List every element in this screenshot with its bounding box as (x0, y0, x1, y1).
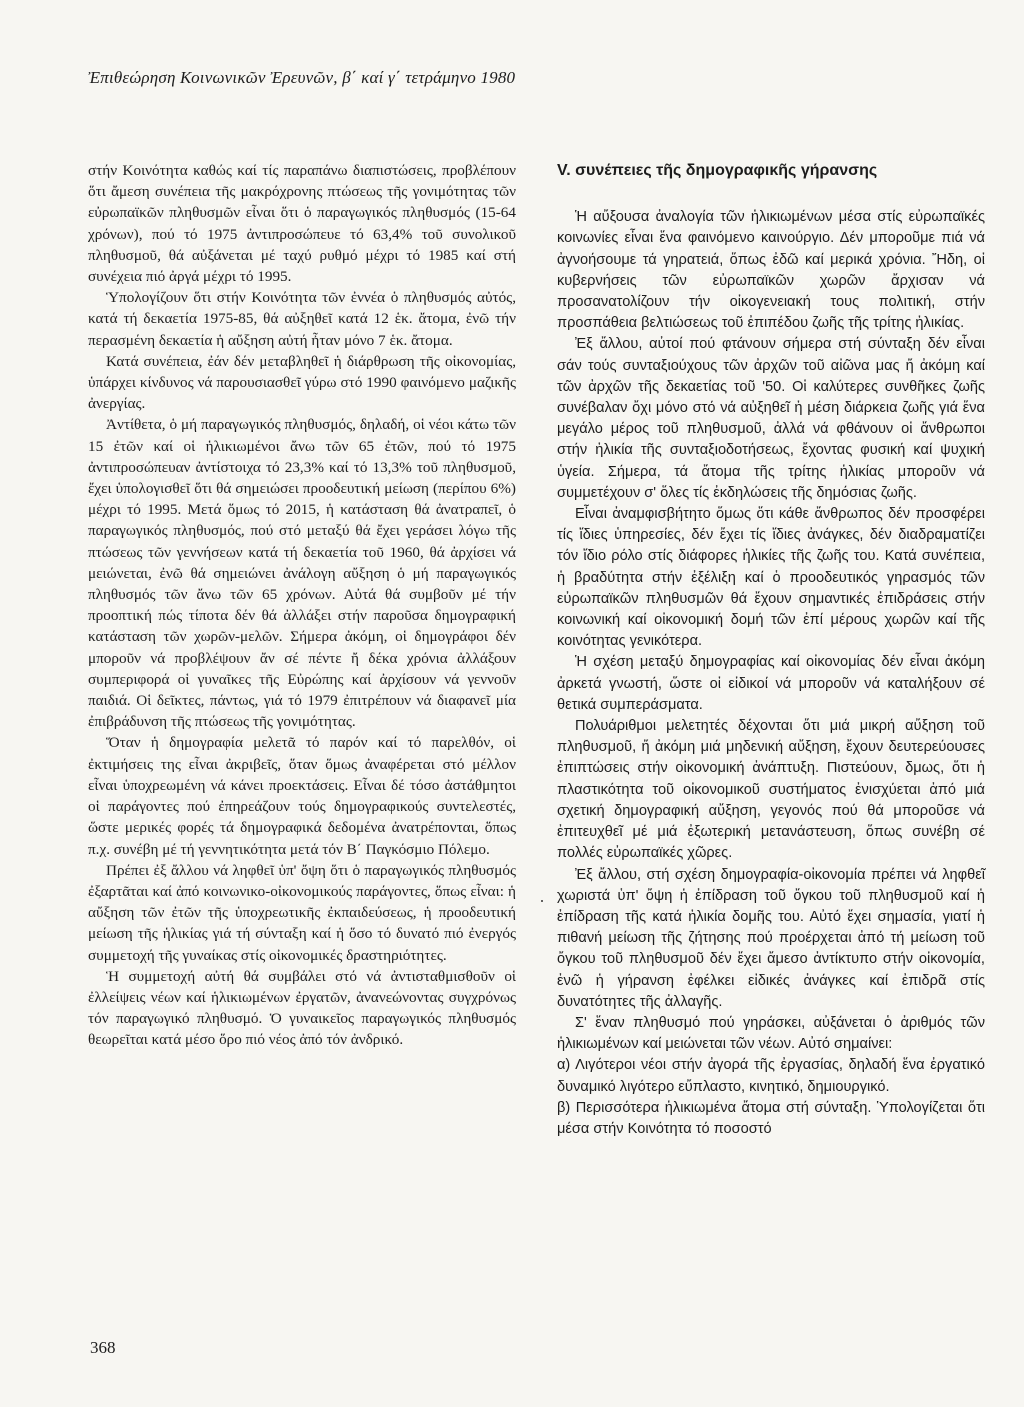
right-list-item-b: β) Περισσότερα ἡλικιωμένα ἄτομα στή σύνταξη. Ὑπολογίζεται ὅτι μέσα στήν Κοινότητα τό ποσοστό (557, 1099, 985, 1137)
right-paragraph-1: Ἡ αὔξουσα ἀναλογία τῶν ἡλικιωμένων μέσα στίς εὐρωπαϊκές κοινωνίες εἶναι ἕνα φαινόμενο καινούργιο. Δέν μποροῦμε πιά νά ἀγνοήσουμε τά γηρατειά, ὅπως ἐδῶ καί μερικά χρόνια. Ἤδη, οἱ κυβερνήσεις τῶν εὐρωπαϊκῶν χωρῶν ἄρχισαν νά προσανατολίζουν τήν οἰκογενειακή τους πολιτική, στήν προσπάθεια βελτιώσεως τοῦ ἐπιπέδου ζωῆς τῆς τρίτης ἡλικίας. (557, 209, 985, 332)
right-column (557, 160, 985, 1140)
left-paragraph-5: Ὅταν ἡ δημογραφία μελετᾶ τό παρόν καί τό παρελθόν, οἱ ἐκτιμήσεις της εἶναι ἀκριβεῖς, ὅταν ὅμως ἀναφέρεται στό μέλλον εἶναι ὑποχρεωμένη νά κάνει προεκτάσεις. Εἶναι δέ τόσο ἀστάθμητοι οἱ παράγοντες πού ἐπηρεάζουν τούς δημογραφικούς συντελεστές, ὥστε μερικές φορές τά δημογραφικά δεδομένα ἀνατρέπονται, ὅπως π.χ. συνέβη μέ τή γεννητικότητα μετά τόν Β΄ Παγκόσμιο Πόλεμο. (88, 734, 516, 858)
right-paragraph-2: Ἐξ ἄλλου, αὐτοί πού φτάνουν σήμερα στή σύνταξη δέν εἶναι σάν τούς συνταξιούχους τῶν ἀρχῶν τοῦ αἰῶνα μας ἤ ἀκόμη καί τῶν ἀρχῶν τῆς δεκαετίας τοῦ '50. Οἱ καλύτερες συνθῆκες ζωῆς συνέβαλαν ὄχι μόνο στό νά αὐξηθεῖ ἡ μέση διάρκεια ζωῆς γιά ἕνα μεγάλο μέρος τοῦ πληθυσμοῦ, ἀλλά νά φθάνουν οἱ ἄνθρωποι στήν ἡλικία τῆς συνταξιοδοτήσεως, ἔχοντας φυσική καί ψυχική ὑγεία. Σήμερα, τά ἄτομα τῆς τρίτης ἡλικίας μποροῦν νά συμμετέχουν σ' ὅλες τίς ἐκδηλώσεις τῆς δημόσιας ζωῆς. (557, 336, 985, 501)
right-paragraph-7: Σ' ἕναν πληθυσμό πού γηράσκει, αὐξάνεται ὁ ἀριθμός τῶν ἡλικιωμένων καί μειώνεται τῶν νέων. Αὐτό σημαίνει: (557, 1014, 985, 1053)
right-list-item-a: α) Λιγότεροι νέοι στήν ἀγορά τῆς ἐργασίας, δηλαδή ἕνα ἐργατικό δυναμικό λιγότερο εὔπλαστο, κινητικό, δημιουργικό. (557, 1057, 985, 1095)
running-header: Ἐπιθεώρηση Κοινωνικῶν Ἐρευνῶν, β΄ καί γ΄ τετράμηνο 1980 (88, 68, 516, 87)
left-paragraph-7: Ἡ συμμετοχή αὐτή θά συμβάλει στό νά ἀντισταθμισθοῦν οἱ ἐλλείψεις νέων καί ἡλικιωμένων ἐργατῶν, ἀνανεώνοντας συγχρόνως τόν παραγωγικό πληθυσμό. Ὁ γυναικεῖος παραγωγικός πληθυσμός θεωρεῖται κατά μέσο ὅρο πιό νέος ἀπό τόν ἀνδρικό. (88, 967, 516, 1049)
left-paragraph-6: Πρέπει ἐξ ἄλλου νά ληφθεῖ ὑπ' ὄψη ὅτι ὁ παραγωγικός πληθυσμός ἐξαρτᾶται καί ἀπό κοινωνικο-οἰκονομικούς παράγοντες, ὅπως εἶναι: ἡ αὔξηση τῶν ἐτῶν τῆς ὑποχρεωτικῆς ἐκπαιδεύσεως, ἡ προοδευτική μείωση τῆς ἡλικίας γιά τή σύνταξη καί ἡ ὅσο τό δυνατό πιό ἐνεργός συμμετοχή τῆς γυναίκας στίς οἰκονομικές δραστηριότητες. (88, 861, 516, 964)
left-paragraph-4: Ἀντίθετα, ὁ μή παραγωγικός πληθυσμός, δηλαδή, οἱ νέοι κάτω τῶν 15 ἐτῶν καί οἱ ἡλικιωμένοι ἄνω τῶν 65 ἐτῶν, πού τό 1975 ἀντιπροσώπευαν ἀντίστοιχα τό 23,3% καί τό 13,3% τοῦ πληθυσμοῦ, ἔχει ὑπολογισθεῖ ὅτι θά σημειώσει προοδευτική μείωση (περίπου 6%) μέχρι τό 1995. Μετά ὅμως τό 2015, ἡ κατάσταση θά ἀνατραπεῖ, ὁ παραγωγικός πληθυσμός, πού στό μεταξύ θά ἔχει γεράσει λόγω τῆς πτώσεως τῶν γεννήσεων κατά τή δεκαετία τοῦ 1960, θά ἀρχίσει νά μειώνεται, ἐνῶ θά σημειώνει ἀνάλογη αὔξηση ὁ μή παραγωγικός πληθυσμός τῶν ἄνω τῶν 65 χρόνων. Αὐτά θά συμβοῦν μέ τήν προοπτική πώς τίποτα δέν θά ἀλλάξει στήν παροῦσα δημογραφική κατάσταση τῶν χωρῶν-μελῶν. Σήμερα ἀκόμη, οἱ δημογράφοι δέν μποροῦν νά προβλέψουν ἄν σέ πέντε ἤ δέκα χρόνια ἀλλάξουν συμπεριφορά οἱ γυναῖκες τῆς Εὐρώπης καί ἀρχίσουν νά γεννοῦν παιδιά. Οἱ δεῖκτες, πάντως, γιά τό 1979 ἐπιτρέπουν νά διαφανεῖ μία ἐπιβράδυνση τῆς πτώσεως τῆς γονιμότητας. (88, 416, 516, 731)
print-speck (541, 900, 543, 902)
right-paragraph-3: Εἶναι ἀναμφισβήτητο ὅμως ὅτι κάθε ἄνθρωπος δέν προσφέρει τίς ἴδιες ὑπηρεσίες, δέν ἔχει τίς ἴδιες ἀνάγκες, δέν διαδραματίζει τόν ἴδιο ρόλο στίς διάφορες ἡλικίες τῆς ζωῆς του. Κατά συνέπεια, ἡ βραδύτητα στήν ἐξέλιξη καί ὁ προοδευτικός γηρασμός τῶν εὐρωπαϊκῶν πληθυσμῶν θά ἔχουν σημαντικές ἐπιδράσεις στήν κοινωνική καί οἰκονομική δομή τῶν ἐπί μέρους χωρῶν καί τῆς κοινότητας γενικότερα. (557, 506, 985, 650)
left-paragraph-1: στήν Κοινότητα καθώς καί τίς παραπάνω διαπιστώσεις, προβλέπουν ὅτι ἄμεση συνέπεια τῆς μακρόχρονης πτώσεως τῆς γονιμότητας τῶν εὐρωπαϊκῶν πληθυσμῶν εἶναι ὅτι ὁ παραγωγικός πληθυσμός (15-64 χρόνων), πού τό 1975 ἀντιπροσώπευε τό 63,4% τοῦ συνολικοῦ πληθυσμοῦ, θά αὐξάνεται μέ ταχύ ρυθμό μέχρι τό 1985 καί στή συνέχεια πιό ἀργά μέχρι τό 1995. (88, 162, 516, 286)
section-heading: V. συνέπειες τῆς δημογραφικῆς γήρανσης (557, 162, 878, 179)
left-paragraph-2: Ὑπολογίζουν ὅτι στήν Κοινότητα τῶν ἐννέα ὁ πληθυσμός αὐτός, κατά τή δεκαετία 1975-85, θά αὐξηθεῖ κατά 12 ἑκ. ἄτομα, ἐνῶ τήν περασμένη δεκαετία ἡ αὔξηση αὐτή ἦταν μόνο 7 ἑκ. ἄτομα. (88, 289, 516, 349)
left-column (88, 160, 516, 1051)
left-paragraph-3: Κατά συνέπεια, ἐάν δέν μεταβληθεῖ ἡ διάρθρωση τῆς οἰκονομίας, ὑπάρχει κίνδυνος νά παρουσιασθεῖ γύρω στό 1990 φαινόμενο μαζικῆς ἀνεργίας. (88, 352, 516, 413)
page-number: 368 (90, 1338, 116, 1357)
right-paragraph-6: Ἐξ ἄλλου, στή σχέση δημογραφία-οἰκονομία πρέπει νά ληφθεῖ χωριστά ὑπ' ὄψη ἡ ἐπίδραση τοῦ ὄγκου τοῦ πληθυσμοῦ καί ἡ ἐπίδραση τῆς κατά ἡλικία δομῆς του. Αὐτό ἔχει σημασία, γιατί ἡ πιθανή μείωση τῆς ζήτησης πού προέρχεται ἀπό τή μείωση τοῦ ὄγκου τοῦ πληθυσμοῦ δέν ἔχει ἄμεσο ἀντίκτυπο στήν οἰκονομία, ἐνῶ ἡ γήρανση ἐφέλκει εἰδικές ἀνάγκες καί ἐπιδρᾶ στίς δυνατότητες τῆς ἀλλαγῆς. (557, 866, 985, 1010)
right-paragraph-4: Ἡ σχέση μεταξύ δημογραφίας καί οἰκονομίας δέν εἶναι ἀκόμη ἀρκετά γνωστή, ὥστε οἱ εἰδικοί νά μποροῦν νά καταλήξουν σέ θετικά συμπεράσματα. (557, 654, 985, 713)
right-paragraph-5: Πολυάριθμοι μελετητές δέχονται ὅτι μιά μικρή αὔξηση τοῦ πληθυσμοῦ, ἤ ἀκόμη μιά μηδενική αὔξηση, ἔχουν δευτερεύουσες ἐπιπτώσεις στήν οἰκονομική ἀνάπτυξη. Πιστεύουν, δμως, ὅτι ἡ πλαστικότητα τοῦ οἰκονομικοῦ συστήματος ἐνισχύεται ἀπό μιά σχετική δημογραφική αὔξηση, γεγονός πού θά μποροῦσε νά ἐπιτευχθεῖ μέ μιά ἐξωτερική μετανάστευση, ὅπως συνέβη σέ πολλές εὐρωπαϊκές χῶρες. (557, 718, 985, 862)
